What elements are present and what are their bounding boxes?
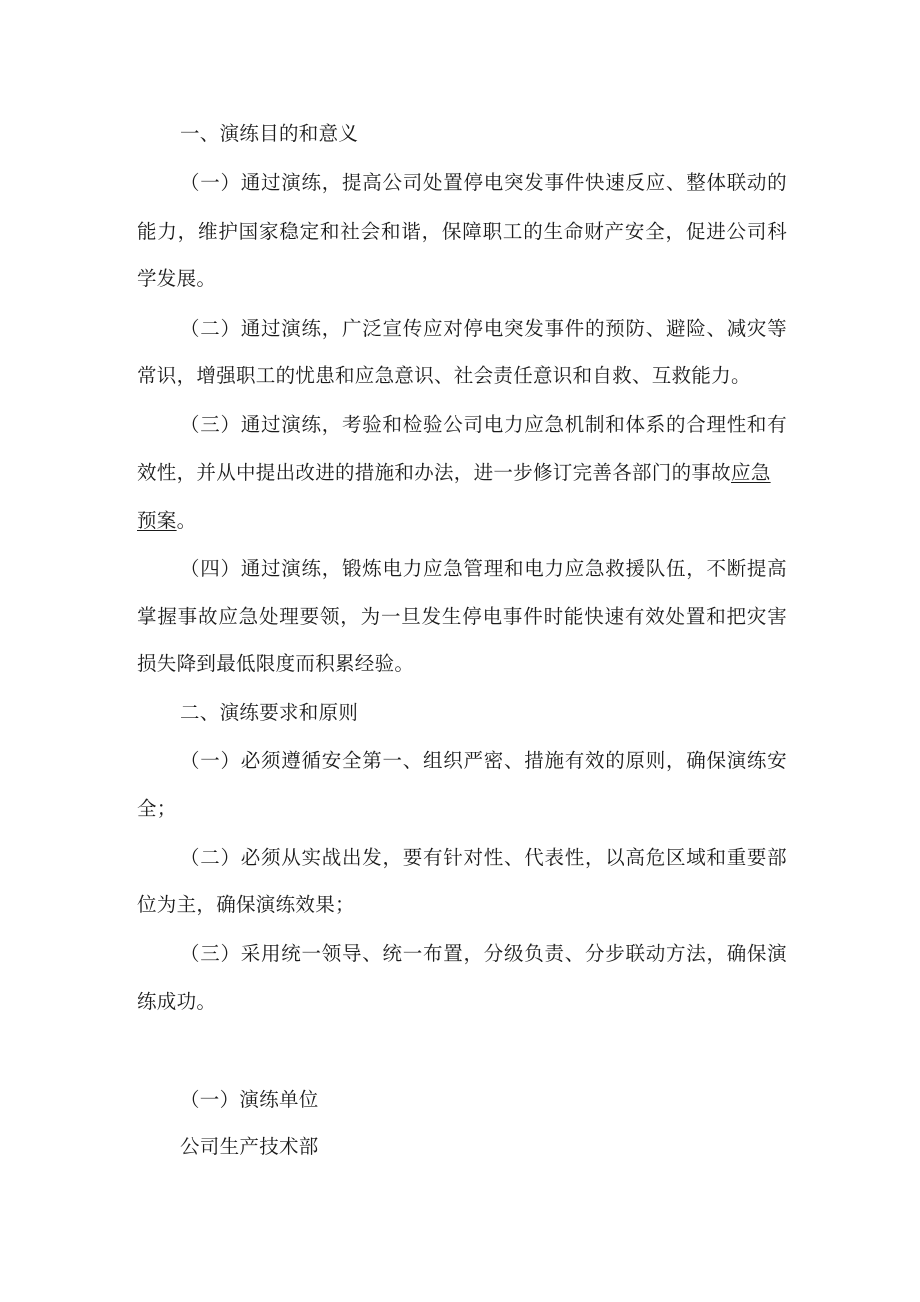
paragraph-line: 能力，维护国家稳定和社会和谐，保障职工的生命财产安全，促进公司科 [137,220,787,243]
paragraph-line [137,460,787,486]
paragraph-line: 常识，增强职工的忧患和应急意识、社会责任意识和自救、互救能力。 [137,364,751,387]
paragraph-line: 掌握事故应急处理要领，为一旦发生停电事件时能快速有效处置和把灾害 [137,605,787,628]
section-heading-2: 二、演练要求和原则 [180,701,359,724]
paragraph-line-text: 效性，并从中提出改进的措施和办法，进一步修订完善各部门的事故 [137,461,732,484]
paragraph-line: （三）采用统一领导、统一布置，分级负责、分步联动方法，确保演 [180,942,787,965]
paragraph-line: 位为主，确保演练效果； [137,893,355,916]
paragraph-line: （二）通过演练，广泛宣传应对停电突发事件的预防、避险、减灾等 [180,317,787,340]
section-heading-1: 一、演练目的和意义 [180,122,359,145]
unit-value: 公司生产技术部 [180,1135,319,1158]
emergency-link[interactable]: 应急 [731,461,771,484]
paragraph-line [137,508,787,534]
paragraph-line: （三）通过演练，考验和检验公司电力应急机制和体系的合理性和有 [180,413,787,436]
paragraph-line: 损失降到最低限度而积累经验。 [137,652,415,675]
paragraph-line: （四）通过演练，锻炼电力应急管理和电力应急救援队伍，不断提高 [180,557,787,580]
paragraph-line: 全； [137,797,177,820]
paragraph-line: 学发展。 [137,267,217,290]
paragraph-line: （一）必须遵循安全第一、组织严密、措施有效的原则，确保演练安 [180,749,787,772]
paragraph-line: （二）必须从实战出发，要有针对性、代表性，以高危区域和重要部 [180,846,787,869]
plan-link[interactable]: 预案 [137,509,177,532]
paragraph-line: 练成功。 [137,990,217,1013]
paragraph-line-end: 。 [176,509,197,532]
paragraph-line: （一）通过演练，提高公司处置停电突发事件快速反应、整体联动的 [180,171,787,194]
unit-label: （一）演练单位 [180,1088,319,1111]
